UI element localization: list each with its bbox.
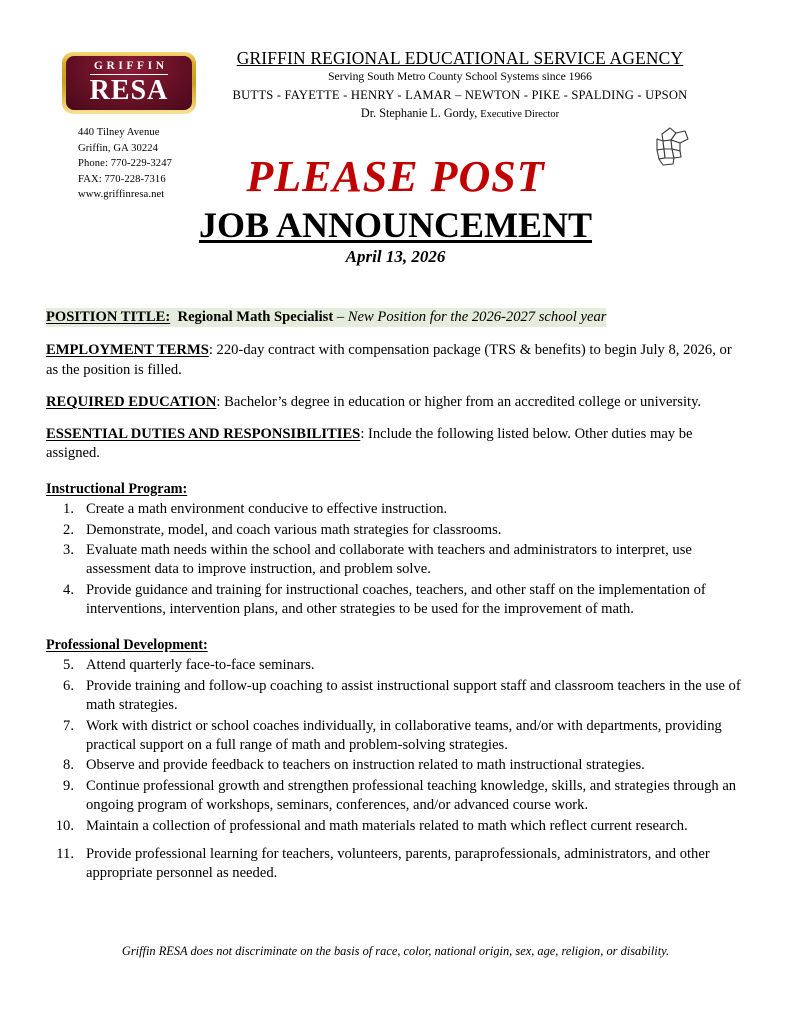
employment-terms-body: : 220-day contract with compensation package (TRS & benefits) to begin July 8, 2026, or as the position is filled.: [46, 342, 732, 378]
director-name: Dr. Stephanie L. Gordy,: [360, 106, 478, 121]
logo-inner: [66, 56, 192, 110]
director-role: Executive Director: [480, 109, 560, 121]
list-item-number: 8.: [63, 757, 74, 774]
list-item-text: Provide professional learning for teachers, volunteers, parents, paraprofessionals, administrators, and other appropriate personnel as needed.: [86, 846, 710, 882]
essential-duties-label: ESSENTIAL DUTIES AND RESPONSIBILITIES: [46, 426, 361, 442]
list-item-text: Maintain a collection of professional and math materials related to math which reflect current research.: [86, 817, 688, 834]
organization-header: [210, 48, 710, 123]
announcement-date: April 13, 2026: [345, 247, 446, 266]
position-title-note: – New Position for the 2026-2027 school year: [336, 309, 607, 325]
list-item-text: Observe and provide feedback to teachers on instruction related to math instructional strategies.: [86, 757, 645, 774]
list-item-number: 3.: [63, 542, 74, 559]
duty-list-instructional: [46, 500, 746, 619]
required-education-section: [46, 393, 746, 412]
list-item: [46, 500, 746, 519]
list-item: [46, 677, 746, 716]
list-item: [46, 777, 746, 816]
list-item-text: Provide training and follow-up coaching to assist instructional support staff and classroom teachers in the use of math strategies.: [86, 677, 741, 714]
nondiscrimination-footer: Griffin RESA does not discriminate on the basis of race, color, national origin, sex, age, religion, or disability.: [121, 944, 670, 958]
required-education-body: : Bachelor’s degree in education or higher from an accredited college or university.: [216, 393, 702, 410]
list-item-number: 1.: [63, 501, 74, 518]
member-counties: BUTTS - FAYETTE - HENRY - LAMAR – NEWTON - PIKE - SPALDING - UPSON: [232, 87, 688, 102]
position-title-line: [46, 308, 746, 327]
list-item-text: Attend quarterly face-to-face seminars.: [86, 657, 315, 674]
address-fax: FAX: 770-228-7316: [78, 173, 166, 185]
masthead: [0, 48, 791, 124]
list-item: [46, 845, 746, 884]
list-item: [46, 541, 746, 580]
griffin-resa-logo: [62, 52, 196, 114]
job-announcement-heading: [0, 207, 791, 243]
position-title-value: Regional Math Specialist: [177, 309, 334, 325]
position-title-spacer: [170, 309, 177, 325]
list-item: [46, 656, 746, 675]
list-item-text: Work with district or school coaches individually, in collaborative teams, and/or with departments, providing practical support on a full range of math and problem-solving strategies.: [86, 717, 722, 754]
address-phone: Phone: 770-229-3247: [78, 158, 173, 170]
position-title-label: POSITION TITLE:: [46, 309, 171, 325]
position-title-highlight: [46, 308, 606, 327]
list-item-number: 2.: [63, 521, 74, 538]
list-item-number: 7.: [63, 717, 74, 734]
organization-name: GRIFFIN REGIONAL EDUCATIONAL SERVICE AGENCY: [236, 48, 684, 68]
list-item-number: 10.: [55, 817, 74, 834]
list-item: [46, 717, 746, 756]
duty-group-heading: Instructional Program:: [46, 480, 188, 497]
list-item: [46, 581, 746, 620]
duty-group-professional-development: [46, 636, 746, 884]
list-item-text: Evaluate math needs within the school and collaborate with teachers and administrators to interpret, use assessment data to improve instruction, and problem solve.: [86, 542, 692, 578]
essential-duties-section: [46, 425, 746, 464]
list-item-text: Create a math environment conducive to effective instruction.: [86, 501, 448, 518]
list-item-number: 11.: [56, 846, 74, 863]
list-item-text: Provide guidance and training for instructional coaches, teachers, and other staff on the implementation of interventions, intervention plans, and other strategies to be used for the improvement of math.: [86, 581, 706, 618]
address-street: 440 Tilney Avenue: [78, 127, 160, 138]
list-item: [46, 521, 746, 540]
address-city-state-zip: Griffin, GA 30224: [78, 142, 159, 154]
duty-group-heading: Professional Development:: [46, 636, 208, 653]
document-body: [46, 308, 746, 885]
list-item-number: 5.: [63, 657, 74, 674]
list-item-number: 4.: [63, 581, 74, 598]
address-website: www.griffinresa.net: [78, 189, 165, 201]
list-item-text: Demonstrate, model, and coach various math strategies for classrooms.: [86, 521, 502, 538]
list-item-text: Continue professional growth and strengthen professional teaching knowledge, skills, and strategies through an ongoing program of workshops, seminars, conferences, and/or advanced course work.: [86, 777, 737, 814]
list-item-number: 6.: [63, 677, 74, 694]
duty-group-instructional: [46, 480, 746, 620]
list-item-number: 9.: [63, 777, 74, 794]
please-post-heading: PLEASE POST: [246, 152, 545, 201]
list-item: [46, 756, 746, 775]
logo-wordmark-bottom: RESA: [89, 75, 169, 107]
duty-list-professional-development: [46, 656, 746, 883]
logo-wordmark-top: GRIFFIN: [90, 61, 167, 76]
list-item: [46, 817, 746, 836]
employment-terms-label: EMPLOYMENT TERMS: [46, 342, 209, 359]
required-education-label: REQUIRED EDUCATION: [46, 393, 217, 410]
employment-terms-section: [46, 341, 746, 380]
essential-duties-body: : Include the following listed below. Other duties may be assigned.: [46, 426, 693, 462]
job-announcement-text: JOB ANNOUNCEMENT: [198, 205, 593, 245]
director-line: [210, 104, 710, 123]
organization-tagline: Serving South Metro County School Systems since 1966: [328, 70, 592, 84]
